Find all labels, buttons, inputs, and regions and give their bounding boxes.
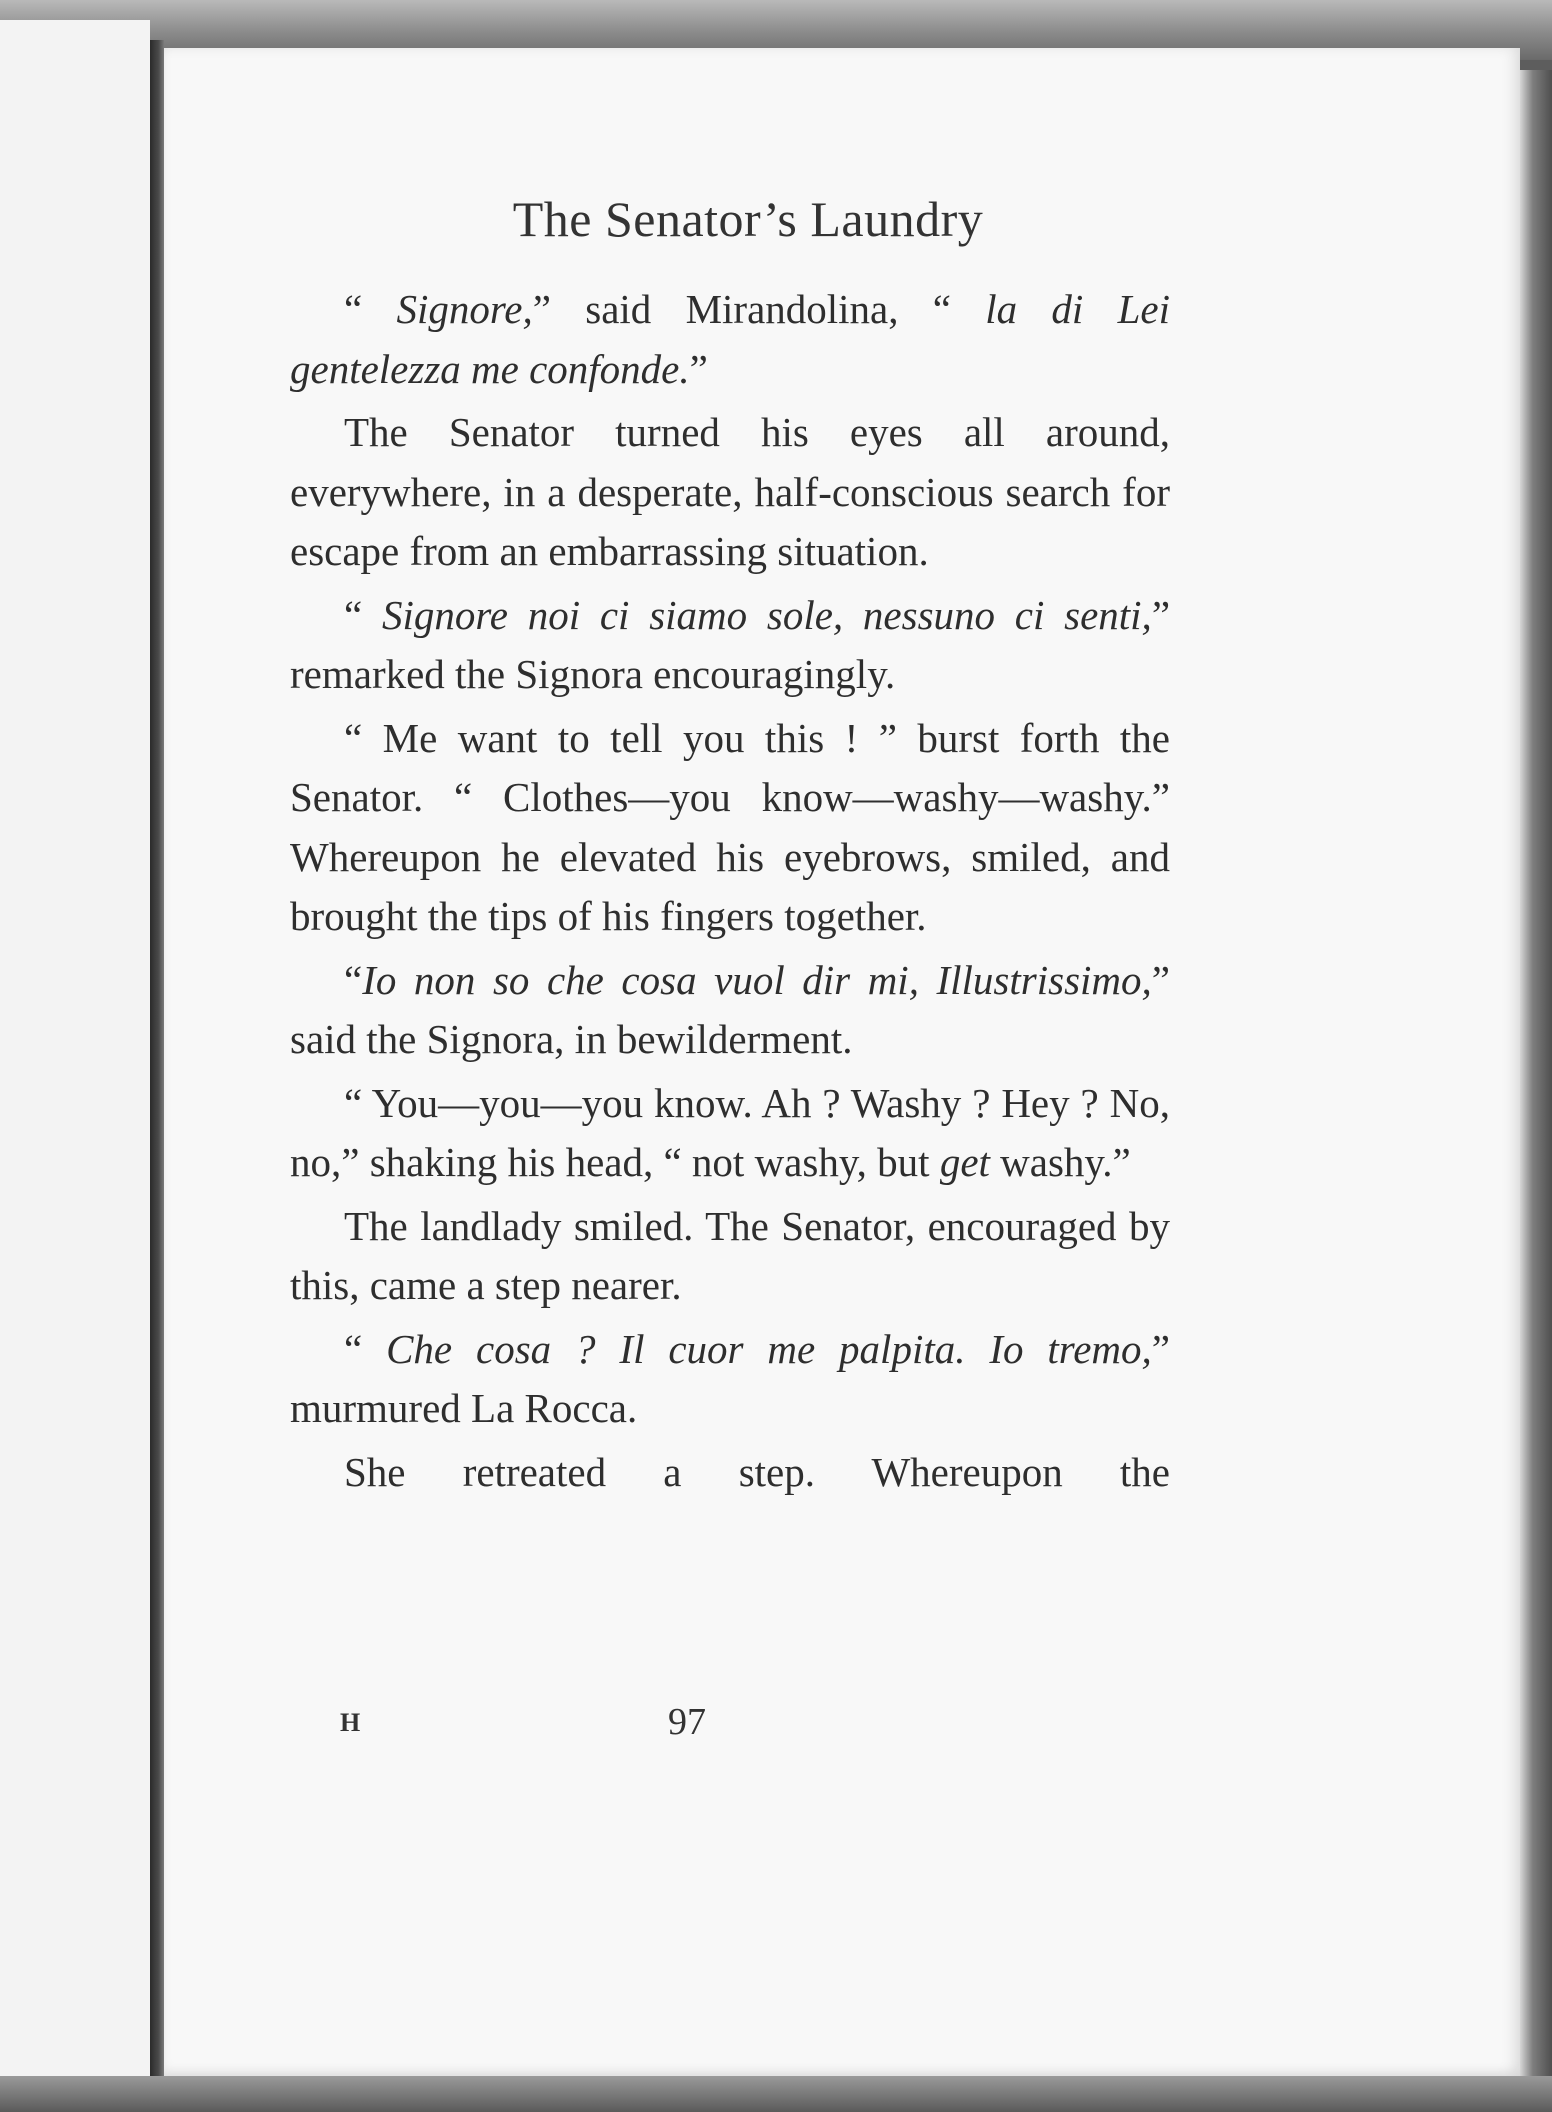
text-run: ” xyxy=(689,345,708,392)
paragraph xyxy=(290,951,1170,1070)
text-run: She retreated a step. Whereupon the xyxy=(344,1448,1170,1495)
book-cover-edge xyxy=(1520,70,1552,2112)
scan-bottom-border xyxy=(0,2076,1552,2112)
body-text xyxy=(290,280,1170,1502)
text-run: “ xyxy=(344,286,397,332)
text-run: ” said the Signora, in bewilderment. xyxy=(290,956,1170,1062)
text-run: ” murmured La Rocca. xyxy=(290,1325,1170,1431)
paragraph xyxy=(290,1443,1170,1503)
paragraph xyxy=(290,403,1170,582)
italic-text: la di Lei gentelezza me confonde. xyxy=(290,286,1170,392)
page-title: The Senator’s Laundry xyxy=(512,191,984,247)
text-run: The Senator turned his eyes all around, everywhere, in a desperate, half-conscious search for escape from an embarrassing situation. xyxy=(290,409,1170,574)
italic-text: Signore, xyxy=(396,286,533,332)
italic-text: Io non so che cosa vuol dir mi, Illustrissimo, xyxy=(362,956,1152,1003)
text-run: “ xyxy=(344,1325,387,1372)
text-run: ” remarked the Signora encouragingly. xyxy=(290,591,1171,697)
text-run: washy.” xyxy=(989,1139,1131,1185)
book-gutter xyxy=(150,40,164,2110)
facing-page-edge xyxy=(0,20,150,2080)
text-run: “ Me want to tell you this ! ” burst forth the Senator. “ Clothes—you know—washy—washy.” Whereupon he elevated his eyebrows, smiled, and brought the tips of his fingers together. xyxy=(290,714,1170,939)
paragraph xyxy=(290,1320,1170,1439)
page-number: 97 xyxy=(668,1701,706,1743)
paragraph xyxy=(290,1074,1170,1193)
page-text xyxy=(290,190,1170,1506)
paragraph xyxy=(290,709,1170,947)
italic-text: Che cosa ? Il cuor me palpita. Io tremo, xyxy=(386,1325,1152,1372)
signature-mark: H xyxy=(340,1708,362,1737)
text-run: “ xyxy=(344,591,382,638)
page-footer xyxy=(340,1700,940,1750)
text-run: “ You—you—you know. Ah ? Washy ? Hey ? No, no,” shaking his head, “ not washy, but xyxy=(290,1079,1170,1185)
paragraph xyxy=(290,1197,1170,1316)
text-run: ” said Mirandolina, “ xyxy=(532,286,986,332)
paragraph xyxy=(290,280,1170,399)
text-run: The landlady smiled. The Senator, encouraged by this, came a step nearer. xyxy=(290,1202,1170,1308)
text-run: “ xyxy=(344,956,363,1003)
italic-text: Signore noi ci siamo sole, nessuno ci senti, xyxy=(381,591,1152,638)
italic-text: get xyxy=(939,1139,990,1185)
paragraph xyxy=(290,586,1170,705)
